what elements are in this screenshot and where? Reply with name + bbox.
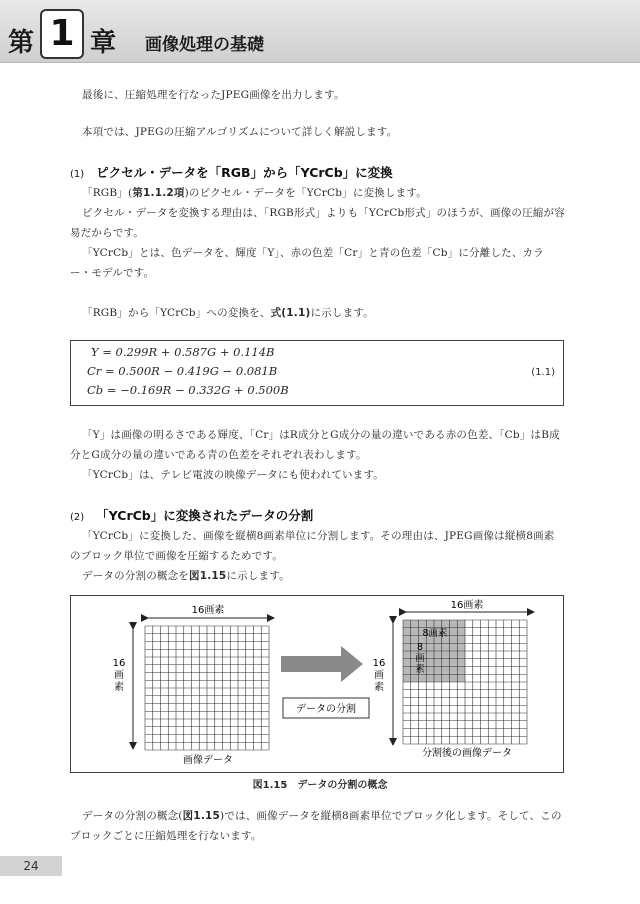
section-number: (2): [70, 512, 85, 523]
paragraph-3: 「RGB」(第1.1.2項)のピクセル・データを「YCrCb」に変換します。: [82, 187, 427, 199]
right-height-label: 16 画素: [372, 658, 386, 693]
chapter-suffix: 章: [90, 28, 117, 58]
arrow-label: データの分割: [296, 704, 356, 715]
paragraph-9: 「YCrCb」に変換した、画像を縦横8画素単位に分割します。その理由は、JPEG画像は縦横8画素のブロック単位で画像を圧縮するためです。: [70, 530, 555, 562]
paragraph-1: 最後に、圧縮処理を行なったJPEG画像を出力します。: [82, 89, 345, 101]
left-width-label: 16画素: [191, 605, 225, 616]
chapter-title: 画像処理の基礎: [145, 35, 264, 55]
paragraph-5: 「YCrCb」とは、色データを、輝度「Y」、赤の色差「Cr」と青の色差「Cb」に分離した、カラー・モデルです。: [70, 247, 544, 279]
section-heading-2: [70, 506, 313, 524]
cross-reference: 第1.1.2項: [132, 187, 185, 199]
figure-reference: 図1.15: [189, 570, 227, 582]
paragraph-8: 「YCrCb」は、テレビ電波の映像データにも使われています。: [82, 469, 385, 481]
right-width-label: 16画素: [450, 600, 484, 611]
equation-line-cb: Cb = −0.169R − 0.332G + 0.500B: [87, 383, 289, 397]
chapter-prefix: 第: [8, 28, 35, 58]
section-title: 「YCrCb」に変換されたデータの分割: [96, 508, 314, 523]
paragraph-10: データの分割の概念を図1.15に示します。: [82, 570, 290, 582]
section-heading-1: [70, 163, 393, 181]
left-height-label: 16 画素: [112, 658, 126, 693]
equation-number: (1.1): [531, 367, 555, 378]
paragraph-7: 「Y」は画像の明るさである輝度、「Cr」はR成分とG成分の量の違いである赤の色差、「Cb」はB成分とG成分の量の違いである青の色差をそれぞれ表わします。: [70, 429, 560, 461]
equation-reference: 式(1.1): [270, 307, 311, 319]
equation-line-cr: Cr = 0.500R − 0.419G − 0.081B: [87, 364, 278, 378]
block-width-label: 8画素: [422, 628, 448, 639]
figure-reference: 図1.15: [182, 810, 221, 822]
paragraph-11: データの分割の概念(図1.15)では、画像データを縦横8画素単位でブロック化します。そして、このブロックごとに圧縮処理を行ないます。: [70, 810, 562, 842]
section-title: ピクセル・データを「RGB」から「YCrCb」に変換: [96, 165, 393, 180]
chapter-header: [0, 0, 640, 63]
process-arrow-icon: [281, 646, 363, 682]
paragraph-4: ピクセル・データを変換する理由は、「RGB形式」よりも「YCrCb形式」のほうが、画像の圧縮が容易だからです。: [70, 207, 565, 239]
chapter-number-badge: 1: [40, 9, 84, 59]
left-caption: 画像データ: [183, 755, 233, 766]
equation-line-y: Y = 0.299R + 0.587G + 0.114B: [91, 345, 275, 359]
equation-box: [70, 340, 564, 406]
right-caption: 分割後の画像データ: [422, 748, 512, 759]
block-height-label: 8 画素: [415, 642, 425, 675]
figure-caption: 図1.15 データの分割の概念: [252, 780, 388, 791]
figure-box: [70, 595, 564, 773]
paragraph-2: 本項では、JPEGの圧縮アルゴリズムについて詳しく解説します。: [82, 126, 398, 138]
source-pixel-grid: [145, 626, 269, 750]
data-division-diagram: [71, 596, 563, 772]
section-number: (1): [70, 169, 85, 180]
page-number: 24: [0, 856, 62, 876]
paragraph-6: 「RGB」から「YCrCb」への変換を、式(1.1)に示します。: [82, 307, 374, 319]
